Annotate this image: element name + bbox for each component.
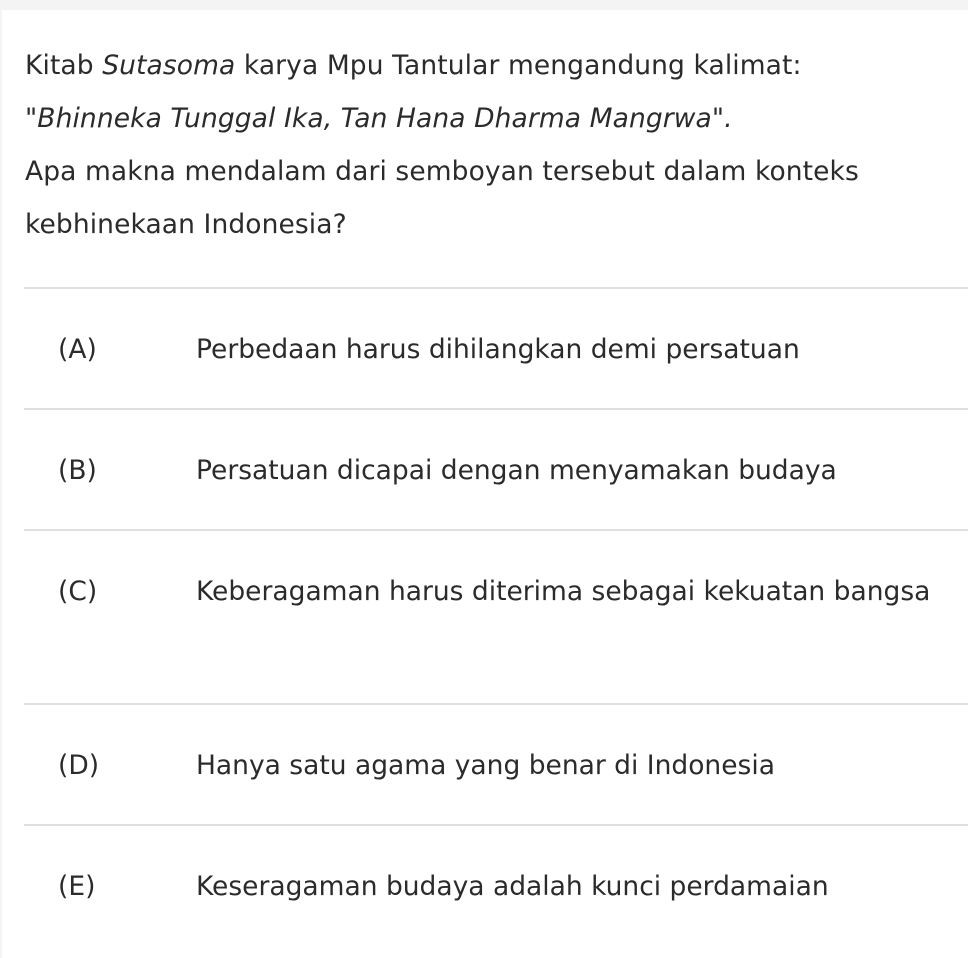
book-title: Sutasoma	[102, 50, 236, 81]
motto-quote: "Bhinneka Tunggal Ika, Tan Hana Dharma Mangrwa".	[25, 103, 733, 134]
option-text: Keseragaman budaya adalah kunci perdamaian	[196, 871, 829, 902]
question-line-1	[25, 39, 965, 92]
question-line-1-prefix: Kitab	[25, 50, 103, 81]
option-letter: (C)	[58, 576, 98, 607]
option-text: Persatuan dicapai dengan menyamakan budaya	[196, 455, 837, 486]
question-line-1-suffix: karya Mpu Tantular mengandung kalimat:	[235, 50, 802, 81]
option-c[interactable]	[24, 529, 968, 703]
option-letter: (A)	[58, 334, 97, 365]
option-letter: (E)	[58, 871, 96, 902]
option-b[interactable]	[24, 408, 968, 529]
option-letter: (D)	[58, 750, 100, 781]
option-text: Keberagaman harus diterima sebagai kekuatan bangsa	[196, 576, 931, 607]
option-a[interactable]	[24, 287, 968, 408]
answer-options	[24, 287, 968, 945]
option-d[interactable]	[24, 703, 968, 824]
option-e[interactable]	[24, 824, 968, 945]
question-card	[2, 10, 968, 958]
question-text	[25, 39, 965, 251]
question-line-4: kebhinekaan Indonesia?	[25, 209, 347, 240]
option-text: Perbedaan harus dihilangkan demi persatuan	[196, 334, 800, 365]
option-letter: (B)	[58, 455, 97, 486]
question-line-3: Apa makna mendalam dari semboyan tersebut dalam konteks	[25, 156, 859, 187]
option-text: Hanya satu agama yang benar di Indonesia	[196, 750, 775, 781]
